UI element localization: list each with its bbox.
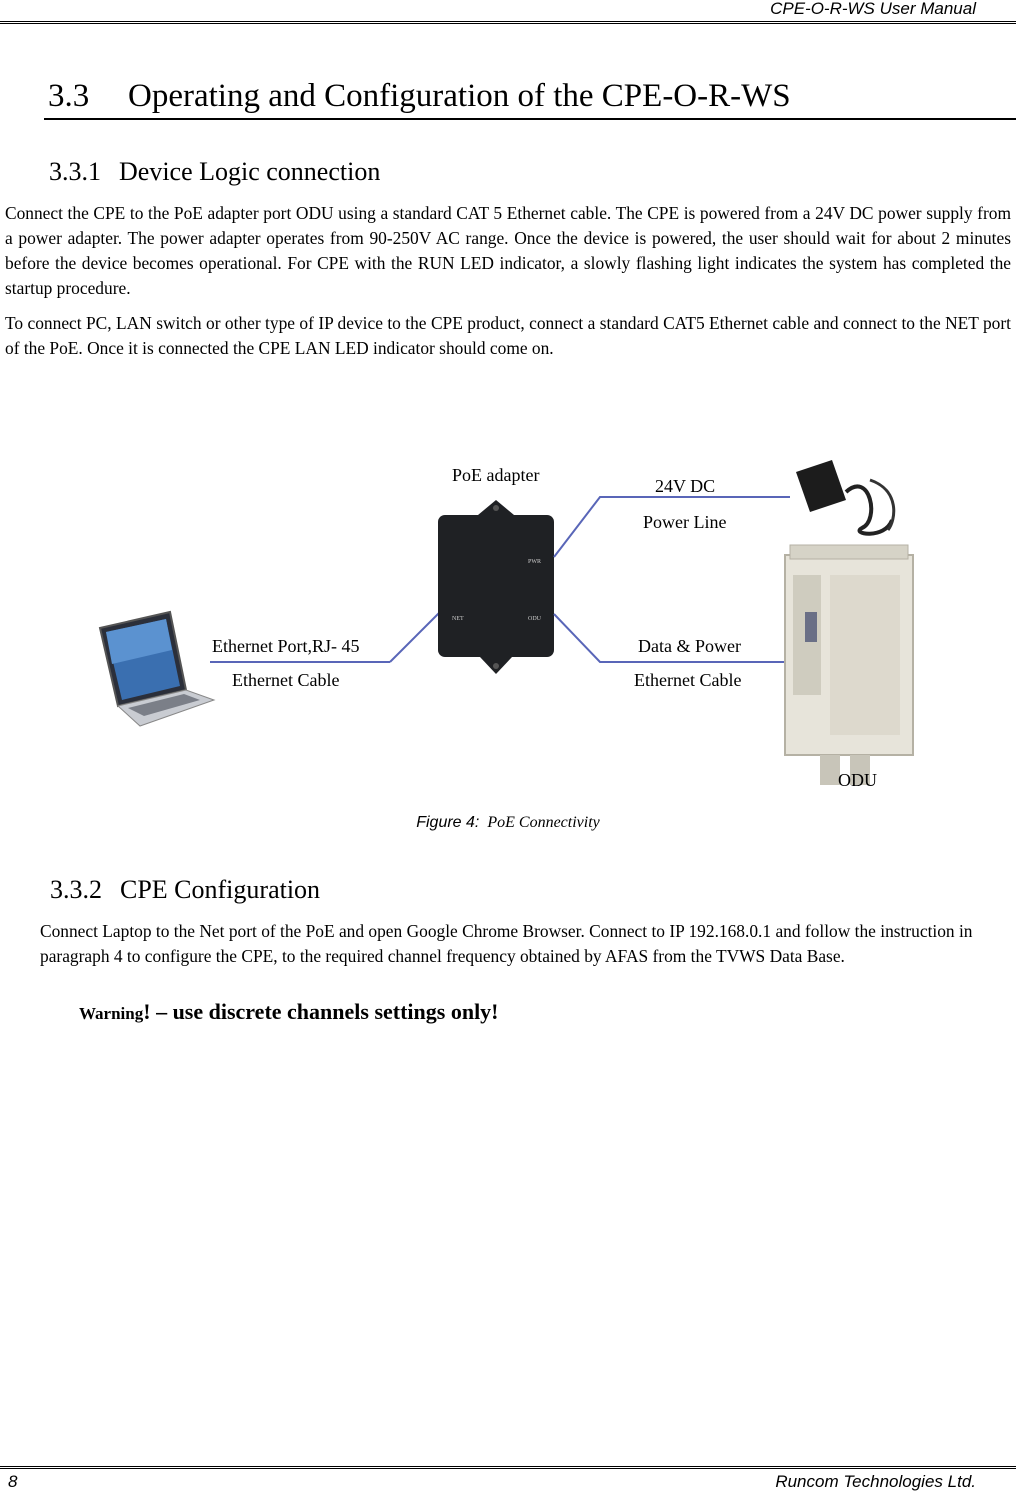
footer-company: Runcom Technologies Ltd. — [775, 1472, 976, 1491]
warning-word: Warning — [79, 1004, 144, 1023]
dc-label: 24V DC — [655, 476, 716, 496]
header-rule — [0, 21, 1016, 26]
subsection-title: CPE Configuration — [120, 875, 321, 904]
poe-adapter-label: PoE adapter — [452, 465, 540, 485]
running-header-title: CPE-O-R-WS User Manual — [770, 0, 976, 18]
section-title: Operating and Configuration of the CPE-O-R-WS — [128, 78, 791, 114]
eth-cable-left-label: Ethernet Cable — [232, 670, 340, 690]
footer-rule — [0, 1466, 1016, 1471]
figure-caption-prefix: Figure 4: — [416, 814, 480, 831]
odu-image — [785, 545, 913, 785]
section-heading — [48, 76, 791, 116]
subsection-number: 3.3.1 — [49, 157, 101, 186]
paragraph-power: Connect the CPE to the PoE adapter port ODU using a standard CAT 5 Ethernet cable. The CPE is powered from a 24V DC power supply from a power adapter. The power adapter operates from 90-250V AC range. Once the device is powered, the user should wait for about 2 minutes before the device becomes operational. For CPE with the RUN LED indicator, a slowly flashing light indicates the system has completed the startup procedure. — [5, 203, 1011, 298]
paragraph-config: Connect Laptop to the Net port of the PoE and open Google Chrome Browser. Connect to IP 192.168.0.1 and follow the instruction in paragraph 4 to configure the CPE, to the required channel frequency obtained by AFAS from the TVWS Data Base. — [40, 921, 973, 966]
subsection-title: Device Logic connection — [119, 157, 381, 186]
port-odu-label: ODU — [528, 616, 541, 622]
warning-text: ! – use discrete channels settings only! — [143, 999, 499, 1024]
section-heading-rule — [44, 118, 1016, 120]
page-number: 8 — [8, 1472, 18, 1491]
poe-connectivity-figure — [90, 440, 930, 800]
paragraph-connect: To connect PC, LAN switch or other type of IP device to the CPE product, connect a standard CAT5 Ethernet cable and connect to the NET port of the PoE. Once it is connected the CPE LAN LED indicator should come on. — [5, 313, 1011, 358]
warning-note — [79, 999, 499, 1025]
laptop-image — [100, 612, 214, 726]
figure-caption-text: PoE Connectivity — [487, 814, 600, 831]
section-number: 3.3 — [48, 78, 90, 114]
power-line-label: Power Line — [643, 512, 727, 532]
figure-caption — [0, 814, 1016, 832]
eth-port-label: Ethernet Port,RJ- 45 — [212, 636, 360, 656]
port-net-label: NET — [452, 616, 464, 622]
port-pwr-label: PWR — [528, 559, 542, 565]
poe-adapter-image — [438, 500, 554, 674]
odu-label: ODU — [838, 770, 877, 790]
subsection-heading-331 — [49, 156, 380, 188]
data-power-label: Data & Power — [638, 636, 741, 656]
power-supply-image — [796, 460, 894, 534]
subsection-heading-332 — [50, 874, 320, 906]
eth-cable-right-label: Ethernet Cable — [634, 670, 742, 690]
subsection-number: 3.3.2 — [50, 875, 102, 904]
